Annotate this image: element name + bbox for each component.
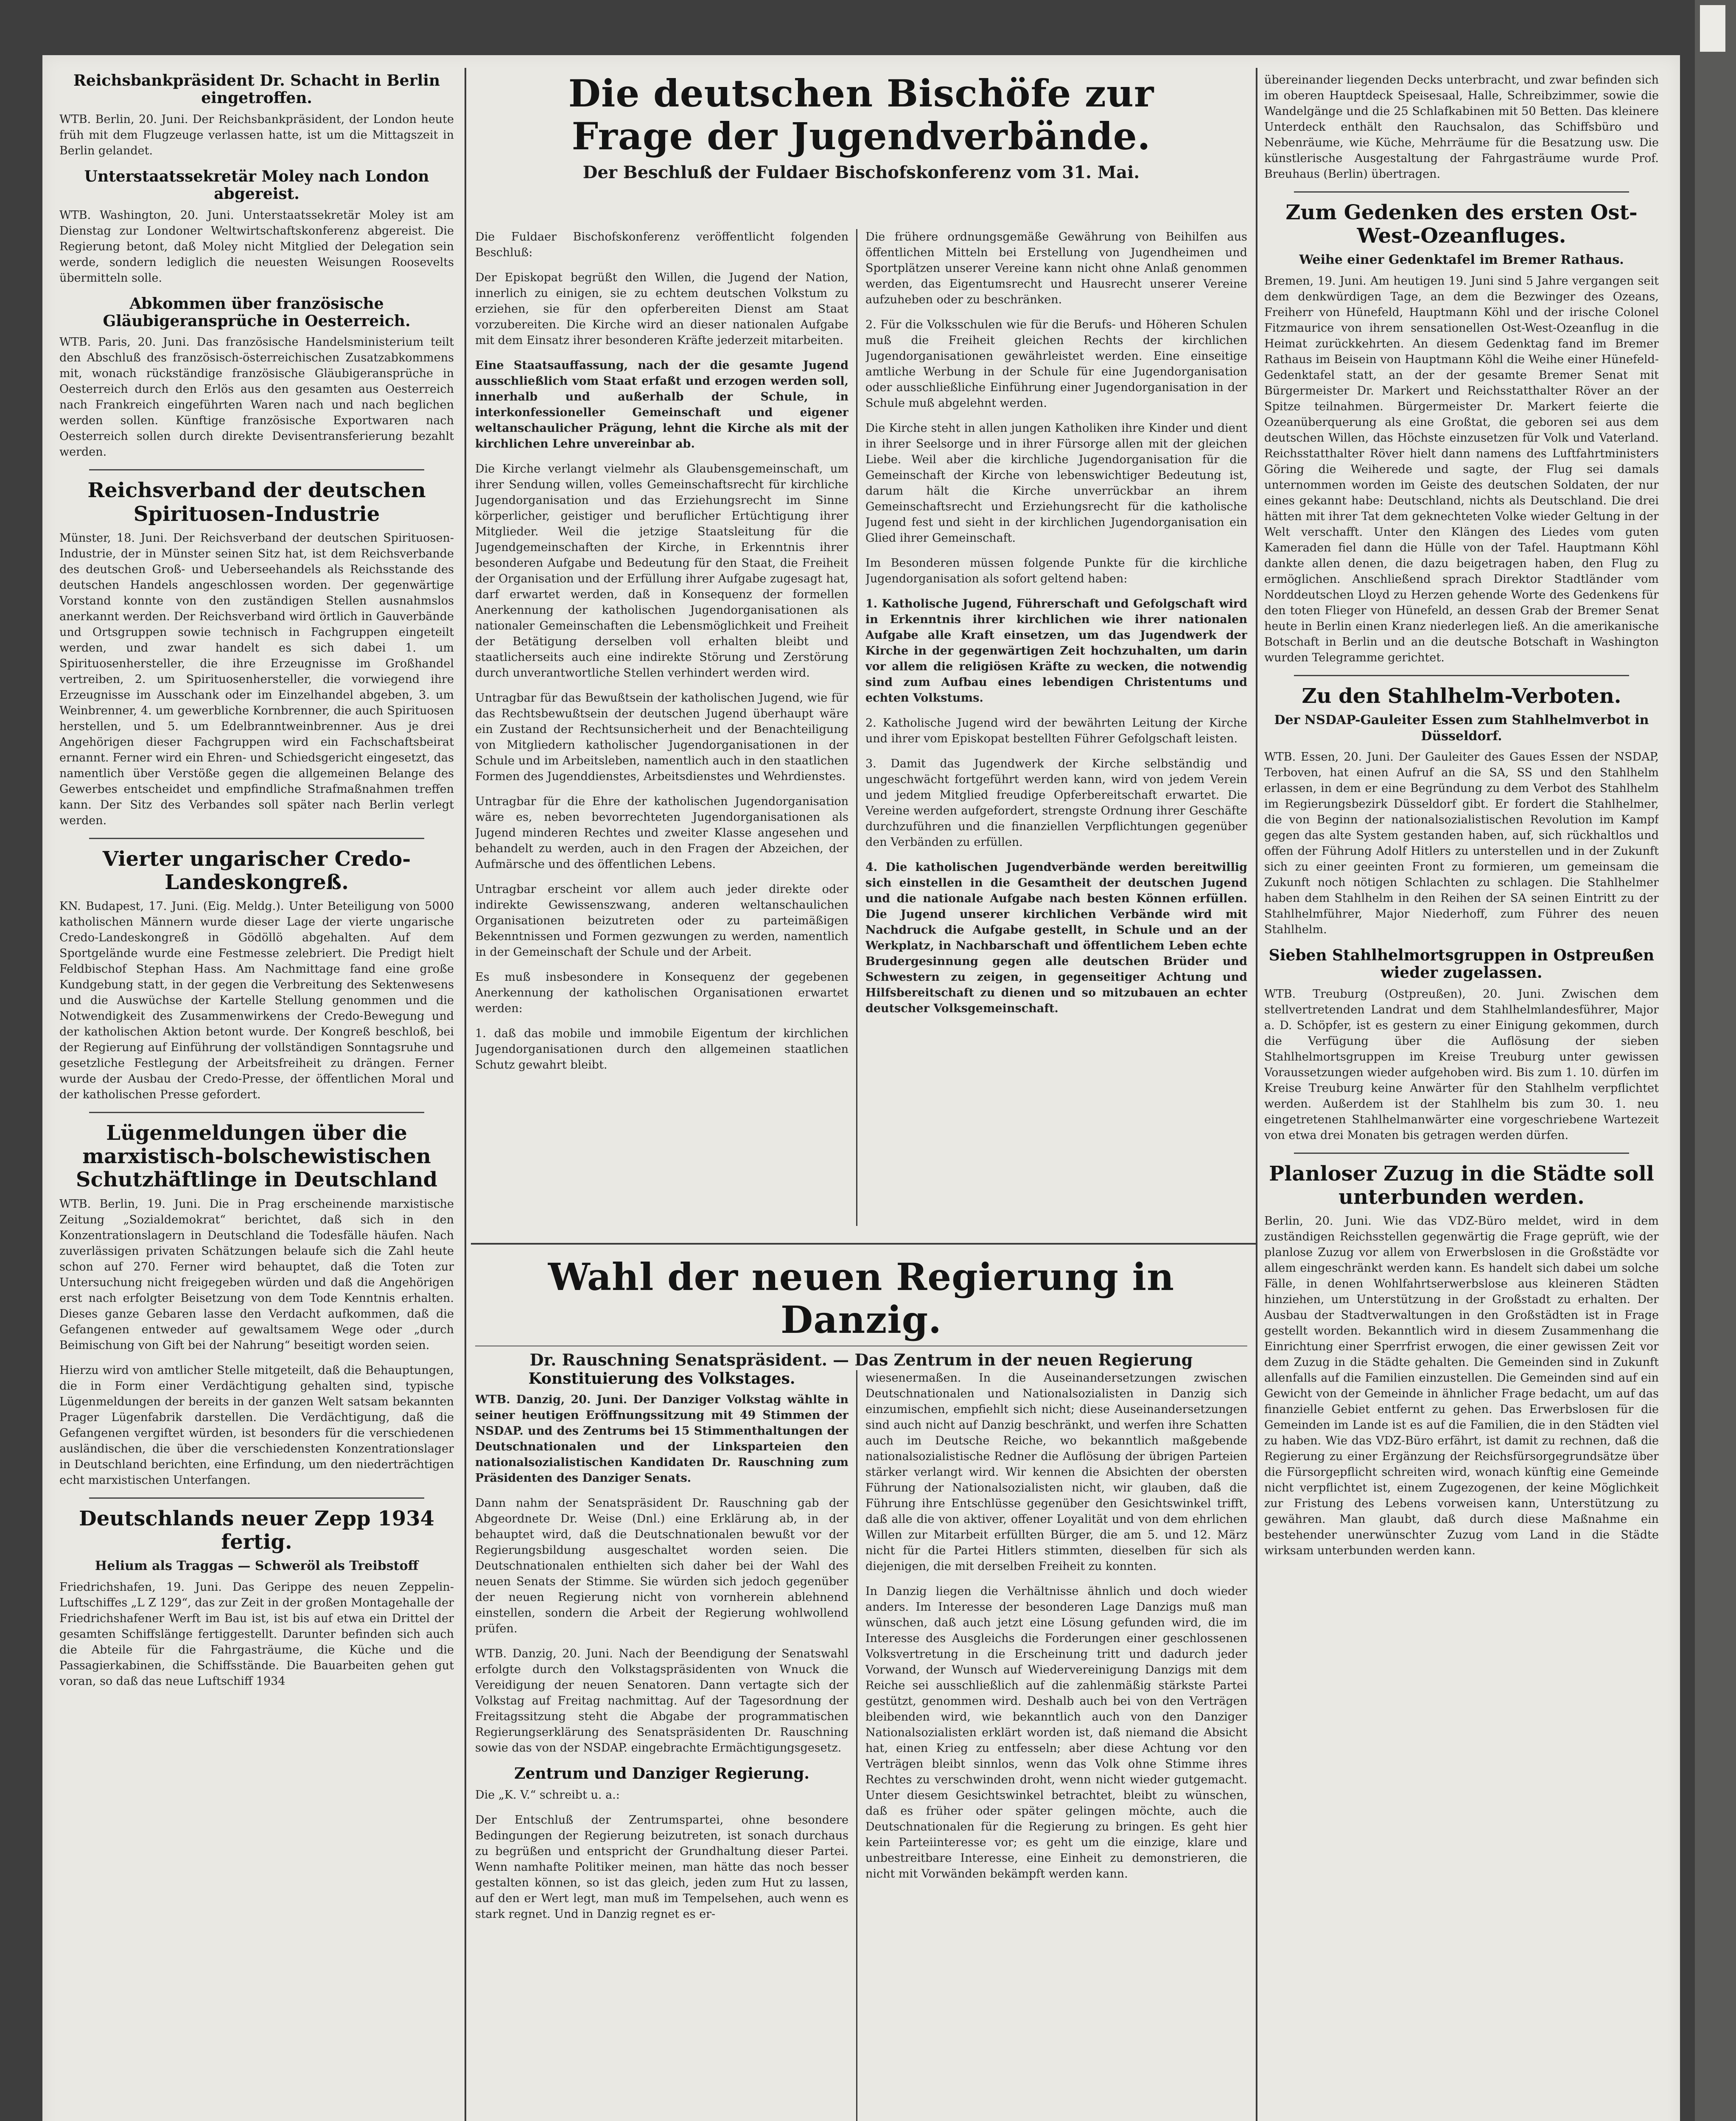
section-headline: Konstituierung des Volkstages. — [528, 1370, 795, 1388]
article-body: WTB. Washington, 20. Juni. Unterstaatssekretär Moley ist am Dienstag zur Londoner Weltwirtschaftskonferenz abgereist. Die Regierung betont, daß Moley nicht Mitglied der Delegation sein werde, sondern lediglich die neuesten Weisungen Roosevelts übermitteln solle. — [59, 208, 454, 285]
paragraph: Untragbar erscheint vor allem auch jeder direkte oder indirekte Gewissenszwang, anderen weltanschaulichen Organisationen beizutreten oder zu parteimäßigen Bekenntnissen und Formen gezwungen zu werden, namentlich in der Gemeinschaft der Schule und der Arbeit. — [475, 883, 848, 959]
column-rule — [856, 1370, 857, 2121]
paragraph: WTB. Danzig, 20. Juni. Nach der Beendigung der Senatswahl erfolgte durch den Volkstagspräsidenten von Wnuck die Vereidigung der neuen Senatoren. Dann vertagte sich der Volkstag auf Freitag nachmittag. Auf der Tagesordnung der Freitagssitzung steht die Abgabe der programmatischen Regierungserklärung des Senatspräsidenten Dr. Rauschning sowie das von der NSDAP. eingebrachte Ermächtigungsgesetz. — [475, 1647, 848, 1755]
paragraph: Die frühere ordnungsgemäße Gewährung von Beihilfen aus öffentlichen Mitteln bei Erstellung von Jugendheimen und Sportplätzen unserer Vereine kann nicht ohne Anlaß genommen werden, das Eigentumsrecht und Hausrecht unserer Vereine aufzuheben oder zu beschränken. — [865, 230, 1247, 306]
paragraph: Untragbar für die Ehre der katholischen Jugendorganisation wäre es, neben bevorrechteten Jugendorganisationen als Jugend minderen Rechtes und zweiter Klasse angesehen und behandelt zu werden, auch in den Fragen der Abzeichen, der Aufmärsche und des öffentlichen Lebens. — [475, 795, 848, 871]
section-headline: Zentrum und Danziger Regierung. — [514, 1765, 809, 1783]
main-headline: Die deutschen Bischöfe zur Frage der Jugendverbände. — [568, 72, 1154, 159]
article-subheadline: Weihe einer Gedenktafel im Bremer Rathaus. — [1299, 252, 1624, 268]
danzig-subheadline: Dr. Rauschning Senatspräsident. — Das Zentrum in der neuen Regierung — [529, 1350, 1193, 1370]
column-4 — [1264, 72, 1659, 2121]
section-rule — [471, 1243, 1256, 1245]
main-headline-block — [475, 72, 1247, 188]
paragraph: Die Fuldaer Bischofskonferenz veröffentlicht folgenden Beschluß: — [475, 230, 848, 259]
article-body: KN. Budapest, 17. Juni. (Eig. Meldg.). Unter Beteiligung von 5000 katholischen Männern wurde dieser Lage der vierte ungarische Credo-Landeskongreß in Gödöllö abgehalten. Auf dem Sportgelände wurde eine Festmesse zelebriert. Die Predigt hielt Feldbischof Stephan Hass. Am Nachmittage fand eine große Kundgebung statt, in der gegen die Verbreitung des Sektenwesens und die Auswüchse der Kartelle Stellung genommen und die Notwendigkeit des Zusammenwirkens der Credo-Bewegung und der katholischen Aktion betont wurde. Der Kongreß beschloß, bei der Regierung auf Einführung der vollständigen Sonntagsruhe und gesetzliche Festlegung der Arbeitsfreiheit zu drängen. Ferner wurde der Ausbau der Credo-Presse, der öffentlichen Moral und der katholischen Presse gefordert. — [59, 900, 454, 1102]
article-body: WTB. Treuburg (Ostpreußen), 20. Juni. Zwischen dem stellvertretenden Landrat und dem Stahlhelmlandesführer, Major a. D. Schöpfer, ist es gestern zu einer Einigung gekommen, durch die Verfügung über die Auflösung der sieben Stahlhelmortsgruppen im Kreise Treuburg unter gewissen Voraussetzungen wieder aufgehoben wird. Bis zum 1. 10. dürfen im Kreise Treuburg keine Anwärter für den Stahlhelm verpflichtet werden. Außerdem ist der Stahlhelm bis zum 30. 1. neu eingetretenen Stahlhelmanwärter eine vorgeschriebene Wartezeit von etwa drei Monaten bis getragen werden dürfen. — [1264, 987, 1659, 1142]
article-headline: Sieben Stahlhelmortsgruppen in Ostpreußen wieder zugelassen. — [1268, 946, 1655, 982]
danzig-right-column — [865, 1370, 1247, 2121]
column-3 — [865, 229, 1247, 1234]
column-rule — [465, 68, 466, 2121]
paragraph: wiesenermaßen. In die Auseinandersetzungen zwischen Deutschnationalen und Nationalsozialisten in Danzig sich einzumischen, empfiehlt sich nicht; diese Auseinandersetzungen sind auch nicht auf Danzig beschränkt, und werfen ihre Schatten auch im Deutsche Reiche, wo bekanntlich maßgebende nationalsozialistische Redner die Auflösung der übrigen Parteien stärker verlangt wird. Wir kennen die Absichten der obersten Führung der Nationalsozialisten nicht, wir glauben, daß die Führung ihre Entschlüsse gegenüber den Gesichtswinkel trifft, daß alle die von aktiver, offener Loyalität und von dem ehrlichen Willen zur Mitarbeit erfüllten Bürger, die am 5. und 12. März nicht für die Partei Hitlers stimmten, dieselben für sich als diejenigen, die mit derselben Freiheit zu konnten. — [865, 1371, 1247, 1573]
article-headline: Planloser Zuzug in die Städte soll unterbunden werden. — [1269, 1161, 1654, 1209]
paragraph: Eine Staatsauffassung, nach der die gesamte Jugend ausschließlich vom Staat erfaßt und erzogen werden soll, innerhalb und außerhalb der Schule, in interkonfessioneller Gemeinschaft und eigener weltanschaulicher Prägung, lehnt die Kirche als mit der kirchlichen Lehre unvereinbar ab. — [475, 359, 848, 451]
separator — [1294, 191, 1629, 193]
article-body: Münster, 18. Juni. Der Reichsverband der deutschen Spirituosen-Industrie, der in Münster seinen Sitz hat, ist dem Reichsverbande des deutschen Groß- und Ueberseehandels als Reichsstande des deutschen Handels angeschlossen worden. Der gegenwärtige Vorstand konnte von den zuständigen Stellen ausnahmslos anerkannt werden. Der Reichsverband wird örtlich in Gauverbände und Ortsgruppen sowie technisch in Fachgruppen eingeteilt werden, und zwar handelt es sich dabei 1. um Spirituosenhersteller, die ihre Erzeugnisse im Großhandel vertreiben, 2. um Spirituosenhersteller, die vorwiegend ihre Erzeugnisse im Ausschank oder im Einzelhandel abgeben, 3. um Weinbrenner, 4. um gewerbliche Kornbrenner, die auch Spirituosen herstellen, und 5. um Edelbranntweinbrenner. Aus je drei Angehörigen dieser Fachgruppen wird ein Fachschaftsbeirat ernannt. Ferner wird ein Ehren- und Schiedsgericht eingesetzt, das namentlich über Verstöße gegen die allgemeinen Belange des Gewerbes entscheidet und empfindliche Strafmaßnahmen treffen kann. Der Sitz des Verbandes soll später nach Berlin verlegt werden. — [59, 531, 454, 827]
separator — [89, 469, 424, 470]
scan-edge-tab — [1695, 0, 1736, 2121]
paragraph: 4. Die katholischen Jugendverbände werden bereitwillig sich einstellen in die Gesamtheit der deutschen Jugend und die nationale Aufgabe nach besten Können erfüllen. Die Jugend unserer kirchlichen Verbände wird mit Nachdruck die Aufgabe gestellt, in Schule und an der Werkplatz, in Nachbarschaft und öffentlichem Leben echte Brudergesinnung gegen alle deutschen Brüder und Schwestern zu zeigen, in gegenseitiger Achtung und Hilfsbereitschaft zu dienen und so mitzubauen an echter deutscher Volksgemeinschaft. — [865, 861, 1247, 1015]
paragraph: 2. Für die Volksschulen wie für die Berufs- und Höheren Schulen muß die Freiheit gleichen Rechts der kirchlichen Jugendorganisationen gewährleistet werden. Eine einseitige amtliche Werbung in der Schule für eine Jugendorganisation oder ausschließliche Einführung einer Jugendorganisation in der Schule muß abgelehnt werden. — [865, 318, 1247, 410]
column-rule — [1256, 68, 1257, 2121]
article-body: Bremen, 19. Juni. Am heutigen 19. Juni sind 5 Jahre vergangen seit dem denkwürdigen Tage, an dem die Bezwinger des Ozeans, Freiherr von Hünefeld, Hauptmann Köhl und der irische Colonel Fitzmaurice von ihrem sensationellen Ost-West-Ozeanflug in die Heimat zurückkehrten. An diesem Gedenktag fand im Bremer Rathaus im Beisein von Hauptmann Köhl die Weihe einer Hünefeld-Gedenktafel statt, an der der gesamte Bremer Senat mit Bürgermeister Dr. Markert und Reichsstatthalter Röver an der Spitze teilnahmen. Bürgermeister Dr. Markert feierte die Ozeanüberquerung als eine Großtat, die geboren sei aus dem deutschen Willen, das Höchste einzusetzen für Volk und Vaterland. Reichsstatthalter Röver hielt dann namens des Luftfahrtministers Göring die Weiherede und sagte, der Flug sei damals unternommen worden im Geiste des deutschen Soldaten, der nur eines gekannt habe: Deutschland, nichts als Deutschland. Die drei hätten mit ihrer Tat dem geknechteten Volke wieder Geltung in der Welt verschafft. Unter den Klängen des Liedes vom guten Kameraden fiel dann die Hülle von der Tafel. Hauptmann Köhl dankte allen denen, die dazu beigetragen haben, den Flug zu ermöglichen. Anschließend sprach Direktor Stadtländer vom Norddeutschen Lloyd zu Herzen gehende Worte des Gedenkens für den toten Flieger von Hünefeld, an dessen Grab der Bremer Senat heute in Berlin einen Kranz niederlegen ließ. An die amerikanische Botschaft in Berlin und an die deutsche Botschaft in Washington wurden Telegramme gerichtet. — [1264, 274, 1659, 664]
article-body: Friedrichshafen, 19. Juni. Das Gerippe des neuen Zeppelin-Luftschiffes „L Z 129“, das zur Zeit in der großen Montagehalle der Friedrichshafener Werft im Bau ist, ist bis auf etwa ein Drittel der gesamten Schiffslänge fertiggestellt. Darunter befinden sich auch die Abteile für die Fahrgasträume, die Küche und die Passagierkabinen, die Schiffsstände. Die Bauarbeiten gehen gut voran, so daß das neue Luftschiff 1934 — [59, 1580, 454, 1688]
paragraph: Der Entschluß der Zentrumspartei, ohne besondere Bedingungen der Regierung beizutreten, ist sonach durchaus zu begrüßen und entspricht der Grundhaltung dieser Partei. Wenn namhafte Politiker meinen, man hätte das noch besser gestalten können, so ist das gleich, jeden zum Hut zu lassen, auf den er Wert legt, man muß im Tempelsehen, auch wenn es stark regnet. Und in Danzig regnet es er- — [475, 1813, 848, 1921]
paragraph: Im Besonderen müssen folgende Punkte für die kirchliche Jugendorganisation als sofort geltend haben: — [865, 557, 1247, 585]
paragraph: 1. daß das mobile und immobile Eigentum der kirchlichen Jugendorganisationen durch den allgemeinen staatlichen Schutz gewahrt bleibt. — [475, 1027, 848, 1072]
article-body: Hierzu wird von amtlicher Stelle mitgeteilt, daß die Behauptungen, die in Form einer Verdächtigung gehalten sind, typische Lügenmeldungen der bereits in der ganzen Welt satsam bekannten Prager Lügenfabrik darstellen. Die Verdächtigung, daß die Gefangenen vergiftet würden, ist besonders für die verschiedenen ausländischen, die über die verschiedensten Konzentrationslager in Deutschland berichten, eine Erfindung, um den niederträchtigen echt marxistischen Unterfangen. — [59, 1363, 454, 1487]
separator — [89, 1112, 424, 1113]
paragraph: Die Kirche verlangt vielmehr als Glaubensgemeinschaft, um ihrer Sendung willen, volles Gemeinschaftsrecht für kirchliche Jugendorganisation und das Erziehungsrecht im Sinne körperlicher, geistiger und beruflicher Ertüchtigung ihrer Mitglieder. Weil die jetzige Staatsleitung für die Jugendgemeinschaften der Kirche, in Erkenntnis ihrer besonderen Aufgabe und Bedeutung für den Staat, die Freiheit der Organisation und der Erfüllung ihrer Aufgabe zugesagt hat, darf erwartet werden, daß in Konsequenz der formellen Anerkennung der katholischen Jugendorganisationen als nationaler Gemeinschaften die Lebensmöglichkeit und Freiheit der Betätigung derselben voll erhalten bleibt und staatlicherseits auch eine indirekte Störung und Zerstörung durch unverantwortliche Stellen verhindert werden wird. — [475, 462, 848, 680]
article-body: Berlin, 20. Juni. Wie das VDZ-Büro meldet, wird in dem zuständigen Reichsstellen gegenwärtig die Frage geprüft, wie der planlose Zuzug vor allem von Erwerbslosen in die Großstädte vor allem eingeschränkt werden kann. Es handelt sich dabei um solche Fälle, in denen Wohlfahrtserwerbslose aus kleineren Städten hinziehen, um Unterstützung in der Großstadt zu erhalten. Der Ausbau der Stadtverwaltungen in den Großstädten ist in Frage gestellt worden. Bekanntlich wird in diesem Zusammenhang die Einrichtung einer Sperrfrist erwogen, die einer gewissen Zeit vor dem Zuzug in die Städte gehalten. Die Gemeinden sind in Zukunft allenfalls auf die Familien einzustellen. Die Gemeinden sind auf ein Gewicht von der Gemeinde in ähnlicher Frage bedacht, um auf das finanzielle Gebiet entfernt zu gehen. Das Erwerbslosen für die Gemeinden im Lande ist es auf die Familien, die in den Städten viel zu haben. Wie das VDZ-Büro erfährt, ist damit zu rechnen, daß die Regierung zu einer Ergänzung der Reichsfürsorgegrundsätze über die Fürsorgepflicht schreiten wird, wonach künftig eine Gemeinde nicht verpflichtet ist, einem Zugezogenen, der keine Möglichkeit zur Fristung des Lebens vorweisen kann, Unterstützung zu gewähren. Man glaubt, daß durch diese Maßnahme ein bestehender unerwünschter Zuzug vom Land in die Städte wirksam unterbunden werden kann. — [1264, 1214, 1659, 1558]
article-body: WTB. Essen, 20. Juni. Der Gauleiter des Gaues Essen der NSDAP, Terboven, hat einen Aufruf an die SA, SS und den Stahlhelm erlassen, in dem er eine Begründung zu dem Verbot des Stahlhelm im Regierungsbezirk Düsseldorf gibt. Er fordert die Stahlhelmer, die von Beginn der nationalsozialistischen Revolution im Kampf gegen das alte System gestanden haben, auf, sich rückhaltlos und offen der Führung Adolf Hitlers zu unterstellen und in der Zukunft sich zu einer geeinten Front zu formieren, um gemeinsam die Zukunft noch nötigen Schlachten zu schlagen. Die Stahlhelmer haben dem Stahlhelm in den Reihen der SA seinen Eintritt zu der Stahlhelmführer, Major Niederhoff, zum Führer des neuen Stahlhelm. — [1264, 750, 1659, 937]
separator — [1294, 1153, 1629, 1154]
paragraph: Untragbar für das Bewußtsein der katholischen Jugend, wie für das Rechtsbewußtsein der deutschen Jugend überhaupt wäre ein Zustand der Rechtsunsicherheit und der Benachteiligung von Mitgliedern katholischer Jugendorganisationen in der Schule und im Arbeitsleben, namentlich auch in den staatlichen Formen des Jugenddienstes, Arbeitsdienstes und Wehrdienstes. — [475, 691, 848, 783]
article-headline: Zu den Stahlhelm-Verboten. — [1302, 684, 1621, 708]
paragraph: Der Episkopat begrüßt den Willen, die Jugend der Nation, innerlich zu einigen, sie zu echtem deutschen Volkstum zu erziehen, sie für den opferbereiten Dienst am Staat vorzubereiten. Die Kirche wird an dieser nationalen Aufgabe mit dem Einsatz ihrer besonderen Kräfte jederzeit mitarbeiten. — [475, 271, 848, 347]
paragraph: Dann nahm der Senatspräsident Dr. Rauschning gab der Abgeordnete Dr. Weise (Dnl.) eine Erklärung ab, in der behauptet wird, daß die Deutschnationalen bewußt vor der Regierungsbildung ausgeschaltet worden seien. Die Deutschnationalen enthielten sich daher bei der Wahl des neuen Senats der Stimme. Sie würden sich jedoch gegenüber der neuen Regierung nicht von vornherein ablehnend einstellen, sondern die Arbeit der Regierung wohlwollend prüfen. — [475, 1497, 848, 1636]
article-body: WTB. Berlin, 20. Juni. Der Reichsbankpräsident, der London heute früh mit dem Flugzeuge verlassen hatte, ist um die Mittagszeit in Berlin gelandet. — [59, 112, 454, 157]
newspaper-page — [42, 55, 1680, 2121]
separator — [1294, 675, 1629, 676]
paragraph: Die „K. V.“ schreibt u. a.: — [475, 1788, 620, 1802]
danzig-headline-block — [475, 1256, 1247, 1375]
danzig-left-column — [475, 1370, 848, 2121]
article-subheadline: Der NSDAP-Gauleiter Essen zum Stahlhelmverbot in Düsseldorf. — [1274, 713, 1649, 744]
article-headline: Unterstaatssekretär Moley nach London abgereist. — [84, 167, 429, 203]
danzig-headline: Wahl der neuen Regierung in Danzig. — [548, 1256, 1175, 1342]
scan-notch — [1700, 5, 1725, 52]
article-headline: Zum Gedenken des ersten Ost-West-Ozeanfluges. — [1285, 201, 1638, 248]
column-1 — [59, 72, 454, 2121]
article-body: WTB. Paris, 20. Juni. Das französische Handelsministerium teilt den Abschluß des französisch-österreichischen Zusatzabkommens mit, wonach rückständige französische Gläubigeransprüche in Oesterreich durch den Erlös aus den gesamten aus Oesterreich nach Frankreich eingeführten Waren nach und nach beglichen werden sollen. Künftige französische Exportwaren nach Oesterreich sollen durch direkte Devisentransferierung bezahlt werden. — [59, 336, 454, 459]
article-headline: Abkommen über französische Gläubigeransprüche in Oesterreich. — [103, 294, 411, 330]
column-2 — [475, 229, 848, 1234]
paragraph: 2. Katholische Jugend wird der bewährten Leitung der Kirche und ihrer vom Episkopat bestellten Führer Gefolgschaft leisten. — [865, 716, 1247, 745]
paragraph: Die Kirche steht in allen jungen Katholiken ihre Kinder und dient in ihrer Seelsorge und in ihrer Fürsorge allen mit der gleichen Liebe. Weil aber die kirchliche Jugendorganisation für die Gemeinschaft der Kirche von lebenswichtiger Bedeutung ist, darum hält die Kirche unverrückbar an ihrem Gemeinschaftsrecht und Erziehungsrecht für die katholische Jugend fest und sieht in der kirchlichen Jugendorganisation ein Glied ihrer Gemeinschaft. — [865, 422, 1247, 545]
article-headline: Vierter ungarischer Credo-Landeskongreß. — [102, 847, 411, 894]
paragraph: In Danzig liegen die Verhältnisse ähnlich und doch wieder anders. Im Interesse der besonderen Lage Danzigs muß man wünschen, daß auch jetzt eine Lösung gefunden wird, die im Interesse des Ausgleichs die Forderungen einer geschlossenen Volksvertretung in die Erscheinung tritt und dadurch jeder Vorwand, der Wunsch auf Wiedervereinigung Danzigs mit dem Reiche sei ausschließlich auf die zahlenmäßig stärkste Partei gestützt, genommen wird. Deshalb auch bei von den Verträgen bleibenden wird, wie bekanntlich auch von den Danziger Nationalsozialisten erklärt worden ist, daß niemand die Absicht hat, einen Krieg zu entfesseln; aber diese Achtung vor den Verträgen bleibt sinnlos, wenn das Volk ohne Stimme ihres Rechtes zu verschwinden droht, wenn nicht wieder gutgemacht. Unter diesem Gesichtswinkel betrachtet, bleibt zu wünschen, daß es früher oder später gelingen möchte, auch die Deutschnationalen für die Regierung zu bringen. Es geht hier kein Parteiinteresse vor; es geht um die einzige, klare und unbestreitbare Interesse, eine Einheit zu demonstrieren, die nicht mit Vorwänden bekämpft werden kann. — [865, 1585, 1247, 1880]
paragraph: Es muß insbesondere in Konsequenz der gegebenen Anerkennung der katholischen Organisationen erwartet werden: — [475, 971, 848, 1015]
article-body: WTB. Berlin, 19. Juni. Die in Prag erscheinende marxistische Zeitung „Sozialdemokrat“ berichtet, daß sich in den Konzentrationslagern in Deutschland die Todesfälle häufen. Nach zuverlässigen privaten Schätzungen belaufe sich die Zahl heute schon auf 270. Ferner wird behauptet, daß die Toten zur Untersuchung nicht freigegeben würden und daß die Angehörigen erst nach erfolgter Beisetzung von dem Tode Kenntnis erhalten. Dieses ganze Gebaren lasse den Verdacht aufkommen, daß die Gefangenen entweder auf gewaltsamem Wege oder „durch Beimischung von Gift bei der Nahrung“ beseitigt worden seien. — [59, 1197, 454, 1352]
separator — [89, 1497, 424, 1499]
paragraph: WTB. Danzig, 20. Juni. Der Danziger Volkstag wählte in seiner heutigen Eröffnungssitzung mit 49 Stimmen der NSDAP. und des Zentrums bei 15 Stimmenthaltungen der Deutschnationalen und der Linksparteien den nationalsozialistischen Kandidaten Dr. Rauschning zum Präsidenten des Danziger Senats. — [475, 1393, 848, 1485]
paragraph: 1. Katholische Jugend, Führerschaft und Gefolgschaft wird in Erkenntnis ihrer kirchlichen wie ihrer nationalen Aufgabe alle Kraft einsetzen, um das Jugendwerk der Kirche in der gegenwärtigen Zeit hochzuhalten, um darin vor allem die religiösen Kräfte zu wecken, die notwendig sind zum Aufbau eines lebendigen Christentums und echten Volkstums. — [865, 597, 1247, 705]
main-subheadline: Der Beschluß der Fuldaer Bischofskonferenz vom 31. Mai. — [582, 162, 1140, 183]
article-headline: Reichsbankpräsident Dr. Schacht in Berlin eingetroffen. — [73, 72, 440, 107]
article-subheadline: Helium als Traggas — Schweröl als Treibstoff — [95, 1559, 419, 1574]
separator — [89, 838, 424, 839]
column-rule — [856, 229, 857, 1226]
article-headline: Reichsverband der deutschen Spirituosen-Industrie — [87, 478, 426, 526]
paragraph: 3. Damit das Jugendwerk der Kirche selbständig und ungeschwächt fortgeführt werden kann, wird von jedem Verein und jedem Mitglied freudige Opferbereitschaft erwartet. Die Vereine werden aufgefordert, strengste Ordnung ihrer Geschäfte durchzuführen und die finanziellen Verpflichtungen gegenüber den Verbänden zu erfüllen. — [865, 757, 1247, 849]
article-headline: Deutschlands neuer Zepp 1934 fertig. — [79, 1506, 434, 1554]
article-body: übereinander liegenden Decks unterbracht, und zwar befinden sich im oberen Hauptdeck Speisesaal, Halle, Schreibzimmer, sowie die Wandelgänge und die 25 Schlafkabinen mit 50 Betten. Das kleinere Unterdeck enthält den Rauchsalon, das Schiffsbüro und Nebenräume, wie Küche, Mehrräume für die Besatzung usw. Die künstlerische Ausgestaltung der Fahrgasträume wurde Prof. Breuhaus (Berlin) übertragen. — [1264, 73, 1659, 181]
article-headline: Lügenmeldungen über die marxistisch-bolschewistischen Schutzhäftlinge in Deutschland — [76, 1121, 438, 1192]
